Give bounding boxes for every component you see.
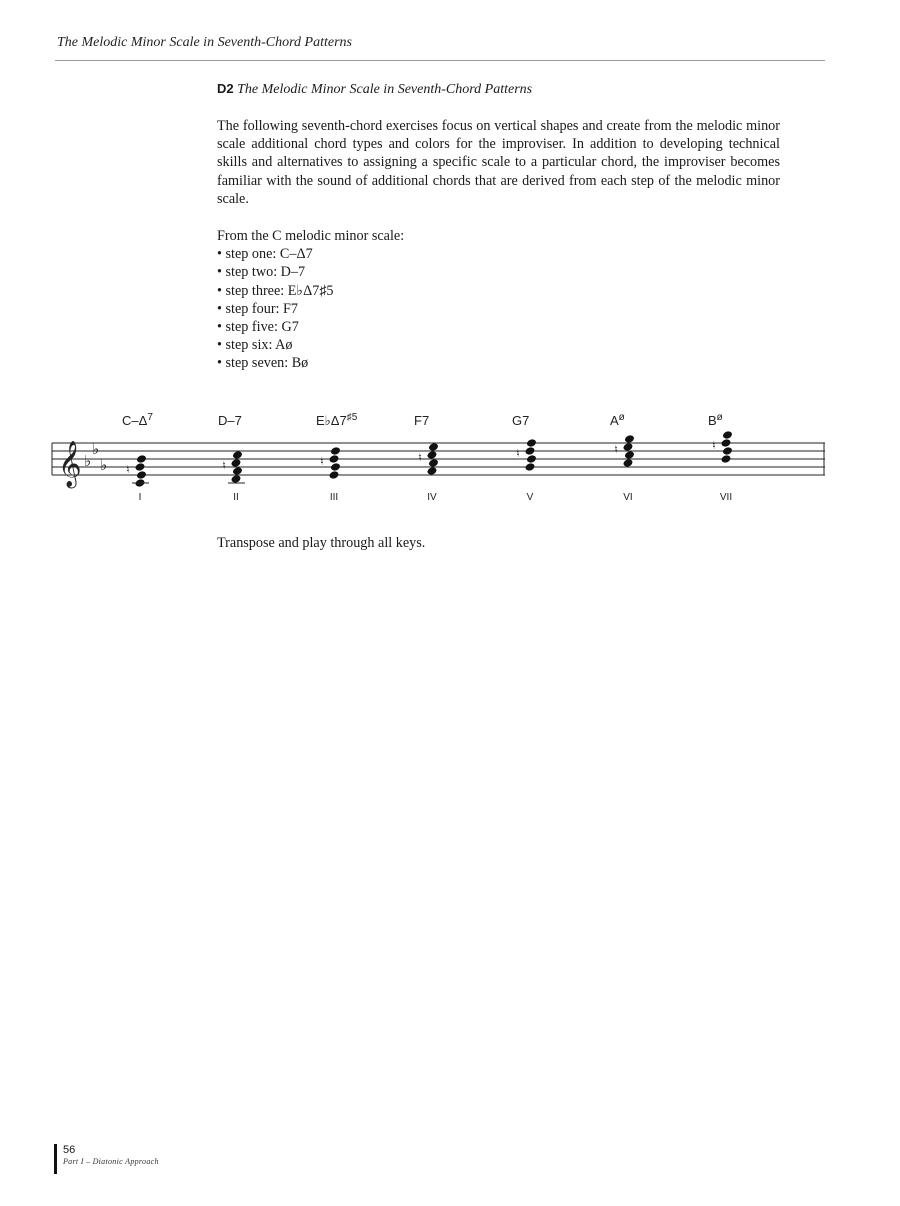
chord-symbol: $E♭\Delta 7^{♯5}$ — [316, 412, 358, 428]
notehead — [329, 454, 340, 464]
notehead — [232, 450, 243, 460]
chord-symbol: $C-\Delta^7$ — [122, 412, 153, 428]
svg-text:♭: ♭ — [92, 441, 100, 458]
notehead — [525, 446, 536, 456]
notehead — [330, 462, 341, 472]
transpose-note: Transpose and play through all keys. — [217, 535, 426, 551]
chord-symbol-sup: ♯5 — [346, 412, 358, 423]
list-item: • step six: Aø — [217, 336, 617, 354]
roman-numeral: I — [138, 492, 142, 503]
roman-numeral: VI — [623, 492, 633, 503]
notehead — [721, 438, 732, 448]
notehead — [232, 466, 243, 476]
notehead — [721, 454, 732, 464]
notehead — [722, 446, 733, 456]
chord-symbol-sup: 7 — [147, 412, 153, 423]
notehead — [526, 438, 537, 448]
header-rule — [55, 60, 825, 61]
chord-symbol: $A^ø$ — [610, 412, 625, 428]
notehead — [427, 466, 438, 476]
chord-symbol-sup: ø — [716, 412, 723, 423]
part-label: Part I – Diatonic Approach — [63, 1157, 159, 1166]
chord-7 — [708, 412, 733, 503]
natural-icon: ♮ — [126, 464, 130, 476]
svg-text:♭: ♭ — [84, 453, 92, 470]
chords-layer — [122, 412, 733, 503]
chord-5 — [512, 413, 537, 503]
page-number: 56 — [63, 1144, 76, 1156]
natural-icon: ♮ — [418, 452, 422, 464]
notehead — [623, 458, 634, 468]
section-number: D2 — [217, 81, 234, 96]
list-item: • step five: G7 — [217, 318, 617, 336]
treble-clef-icon: 𝄞 — [58, 442, 82, 486]
notehead — [624, 434, 635, 444]
chord-6 — [610, 412, 635, 503]
natural-icon: ♮ — [516, 448, 520, 460]
notehead — [231, 474, 242, 484]
notehead — [428, 458, 439, 468]
staff-lines — [52, 443, 825, 475]
chord-symbol: $B^ø$ — [708, 412, 723, 428]
notehead — [526, 454, 537, 464]
notehead — [329, 470, 340, 480]
music-notation — [50, 400, 830, 515]
step-list — [217, 245, 617, 372]
chord-3 — [316, 412, 358, 503]
notehead — [136, 470, 147, 480]
roman-numeral: V — [526, 492, 534, 503]
natural-icon: ♮ — [320, 456, 324, 468]
chord-symbol: D–7 — [218, 413, 242, 428]
roman-numeral: IV — [427, 492, 437, 503]
notehead — [330, 446, 341, 456]
step-list-block — [217, 227, 617, 373]
running-head: The Melodic Minor Scale in Seventh-Chord Patterns — [57, 35, 352, 50]
roman-numeral: III — [329, 492, 339, 503]
chord-symbol: F7 — [414, 413, 430, 428]
chord-1 — [122, 412, 153, 503]
svg-text:♭: ♭ — [100, 457, 108, 474]
notehead — [231, 458, 242, 468]
chord-4 — [414, 413, 439, 503]
page-footer — [54, 1144, 159, 1174]
notehead — [427, 450, 438, 460]
list-intro: From the C melodic minor scale: — [217, 228, 405, 244]
roman-numeral: II — [233, 492, 239, 503]
natural-icon: ♮ — [222, 460, 226, 472]
notehead — [624, 450, 635, 460]
notehead — [623, 442, 634, 452]
natural-icon: ♮ — [614, 444, 618, 456]
notehead — [722, 430, 733, 440]
notehead — [136, 454, 147, 464]
section-title — [217, 81, 532, 98]
list-item: • step one: C–Δ7 — [217, 245, 617, 263]
list-item: • step seven: Bø — [217, 354, 617, 372]
list-item: • step four: F7 — [217, 300, 617, 318]
section-heading: The Melodic Minor Scale in Seventh-Chord Patterns — [237, 82, 533, 97]
chord-symbol-sup: ø — [618, 412, 625, 423]
roman-numeral: VII — [719, 492, 733, 503]
notehead — [135, 462, 146, 472]
natural-icon: ♮ — [712, 440, 716, 452]
intro-paragraph: The following seventh-chord exercises focus on vertical shapes and create from the melodic minor scale additional chord types and colors for the improviser. In addition to developing technical skills and alternatives to assigning a specific scale to a particular chord, the improviser becomes familiar with the sound of additional chords that are derived from each step of the melodic minor scale. — [217, 118, 780, 207]
chord-symbol: G7 — [512, 413, 530, 428]
notehead — [428, 442, 439, 452]
list-item: • step three: E♭Δ7♯5 — [217, 282, 617, 300]
staff-svg — [50, 400, 830, 510]
list-item: • step two: D–7 — [217, 263, 617, 281]
chord-2 — [218, 413, 245, 503]
flat-icon — [84, 441, 107, 474]
notehead — [525, 462, 536, 472]
